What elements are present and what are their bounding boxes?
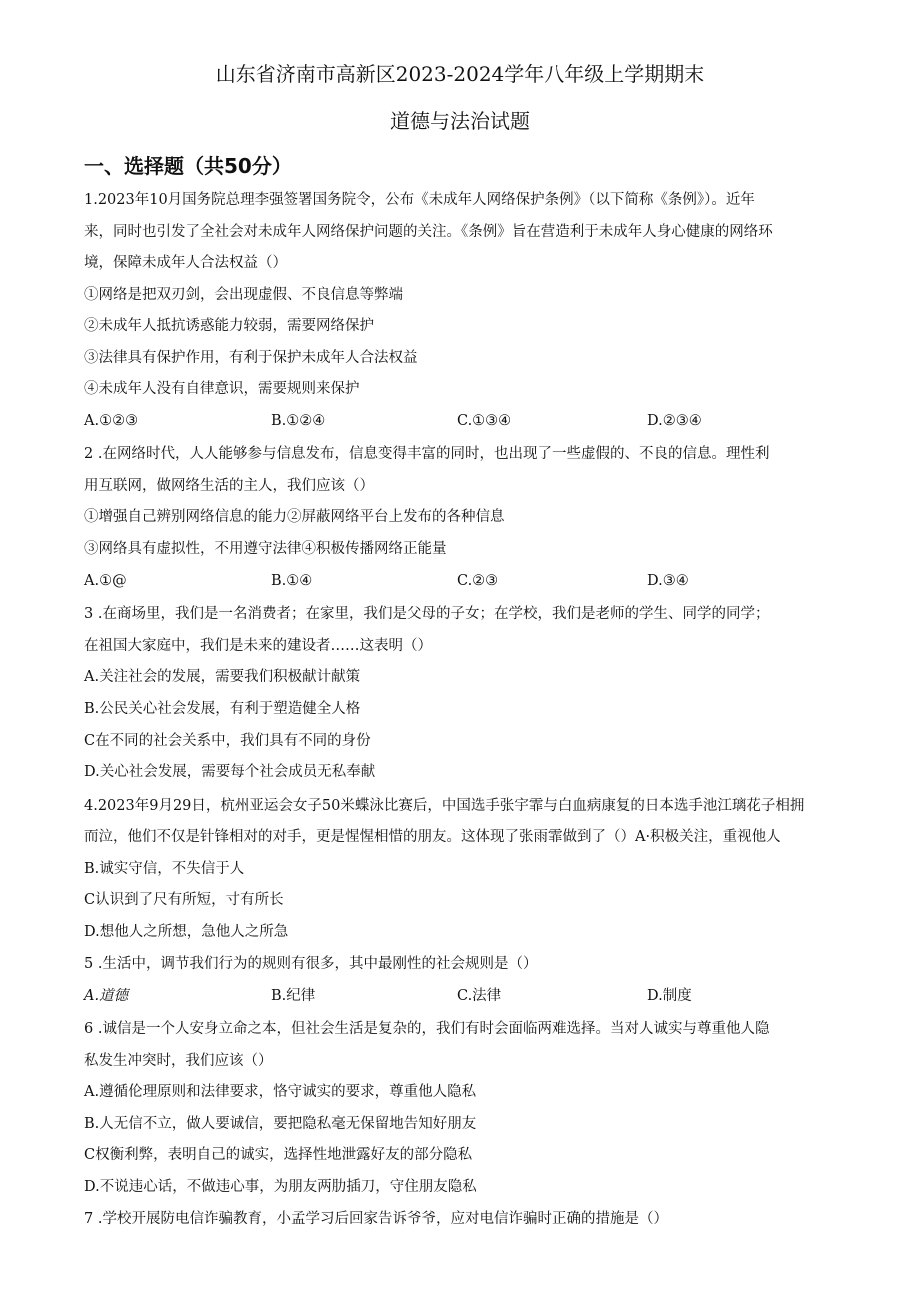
question-6-line-1: 6 .诚信是一个人安身立命之本，但社会生活是复杂的，我们有时会面临两难选择。当对人诚实与尊重他人隐 [84, 1021, 770, 1037]
question-2-line-1: 2 .在网络时代，人人能够参与信息发布，信息变得丰富的同时，也出现了一些虚假的、不良的信息。理性利 [84, 446, 770, 462]
exam-subtitle: 道德与法治试题 [390, 109, 530, 133]
question-3-line-1: 3 .在商场里，我们是一名消费者；在家里，我们是父母的子女；在学校，我们是老师的学生、同学的同学； [84, 606, 770, 622]
question-6-option-b: B.人无信不立，做人要诚信，要把隐私毫无保留地告知好朋友 [84, 1116, 477, 1132]
question-4-option-c: C认识到了尺有所短，寸有所长 [84, 892, 284, 908]
question-2-option-b: B.①④ [271, 573, 313, 589]
question-7-line-1: 7 .学校开展防电信诈骗教育，小孟学习后回家告诉爷爷，应对电信诈骗时正确的措施是（） [84, 1211, 668, 1227]
question-6-option-a: A.遵循伦理原则和法律要求，恪守诚实的要求，尊重他人隐私 [84, 1084, 477, 1100]
question-1-option-c: C.①③④ [457, 413, 512, 429]
question-4-option-b: B.诚实守信，不失信于人 [84, 861, 245, 877]
question-5-option-d: D.制度 [647, 988, 692, 1004]
question-5-option-c: C.法律 [457, 988, 502, 1004]
question-1-statement-2: ②未成年人抵抗诱惑能力较弱，需要网络保护 [84, 318, 374, 334]
question-3-line-2: 在祖国大家庭中，我们是未来的建设者……这表明（） [84, 638, 432, 654]
question-2-statement-2: ③网络具有虚拟性，不用遵守法律④积极传播网络正能量 [84, 541, 447, 557]
question-3-option-b: B.公民关心社会发展，有利于塑造健全人格 [84, 701, 361, 717]
question-1-option-b: B.①②④ [271, 413, 326, 429]
question-2-line-2: 用互联网，做网络生活的主人，我们应该（） [84, 478, 374, 494]
question-1-line-3: 境，保障未成年人合法权益（） [84, 255, 287, 271]
question-6-option-d: D.不说违心话，不做违心事，为朋友两肋插刀，守住朋友隐私 [84, 1179, 477, 1195]
question-3-option-c: C在不同的社会关系中，我们具有不同的身份 [84, 733, 371, 749]
question-2-option-c: C.②③ [457, 573, 499, 589]
question-1-statement-3: ③法律具有保护作用，有利于保护未成年人合法权益 [84, 350, 418, 366]
question-1-line-1: 1.2023年10月国务院总理李强签署国务院令，公布《未成年人网络保护条例》（以下简称《条例》）。近年 [84, 192, 755, 208]
question-2-option-d: D.③④ [647, 573, 689, 589]
question-1-statement-4: ④未成年人没有自律意识，需要规则来保护 [84, 381, 360, 397]
question-3-option-d: D.关心社会发展，需要每个社会成员无私奉献 [84, 764, 376, 780]
exam-title: 山东省济南市高新区2023-2024学年八年级上学期期末 [215, 62, 705, 86]
question-5-option-b: B.纪律 [271, 988, 316, 1004]
question-2-option-a: A.①@ [84, 573, 127, 589]
question-4-option-d: D.想他人之所想，急他人之所急 [84, 924, 289, 940]
question-4-line-2: 而泣，他们不仅是针锋相对的对手，更是惺惺相惜的朋友。这体现了张雨霏做到了（）A·积极关注，重视他人 [84, 829, 781, 845]
question-6-option-c: C权衡利弊，表明自己的诚实，选择性地泄露好友的部分隐私 [84, 1147, 473, 1163]
question-1-option-d: D.②③④ [647, 413, 702, 429]
question-3-option-a: A.关注社会的发展，需要我们积极献计献策 [84, 669, 361, 685]
section-heading: 一、选择题（共50分） [84, 154, 292, 178]
question-5-option-a: A.道德 [84, 988, 129, 1004]
question-2-statement-1: ①增强自己辨别网络信息的能力②屏蔽网络平台上发布的各种信息 [84, 509, 505, 525]
question-1-statement-1: ①网络是把双刃剑，会出现虚假、不良信息等弊端 [84, 287, 403, 303]
question-1-option-a: A.①②③ [84, 413, 139, 429]
question-5-line-1: 5 .生活中，调节我们行为的规则有很多，其中最刚性的社会规则是（） [84, 956, 538, 972]
question-1-line-2: 来，同时也引发了全社会对未成年人网络保护问题的关注。《条例》旨在营造利于未成年人身心健康的网络环 [84, 224, 773, 240]
question-6-line-2: 私发生冲突时，我们应该（） [84, 1053, 273, 1069]
question-4-line-1: 4.2023年9月29日，杭州亚运会女子50米蝶泳比赛后，中国选手张宇霏与白血病康复的日本选手池江璃花子相拥 [84, 798, 805, 814]
